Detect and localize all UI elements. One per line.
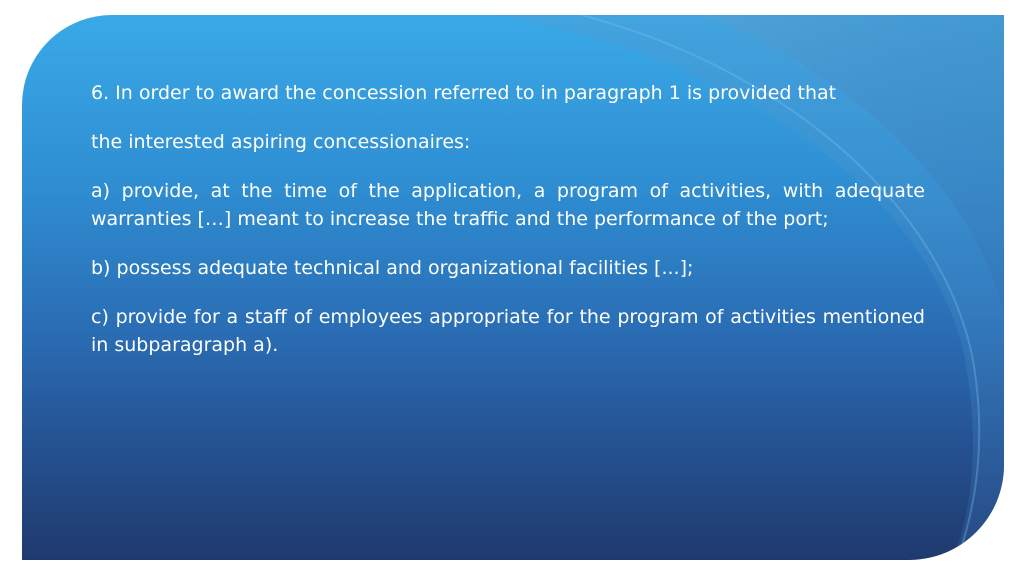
slide-body (91, 79, 925, 359)
paragraph-item-b: b) possess adequate technical and organizational facilities [...]; (91, 257, 694, 279)
paragraph-item-c: c) provide for a staff of employees appropriate for the program of activities mentioned in subparagraph a). (91, 306, 925, 356)
paragraph-intro: 6. In order to award the concession referred to in paragraph 1 is provided that (91, 82, 837, 104)
slide-background (22, 15, 1004, 560)
paragraph-intro-cont: the interested aspiring concessionaires: (91, 131, 471, 153)
paragraph-item-a: a) provide, at the time of the application, a program of activities, with adequate warranties […] meant to increase the traffic and the performance of the port; (91, 180, 925, 230)
